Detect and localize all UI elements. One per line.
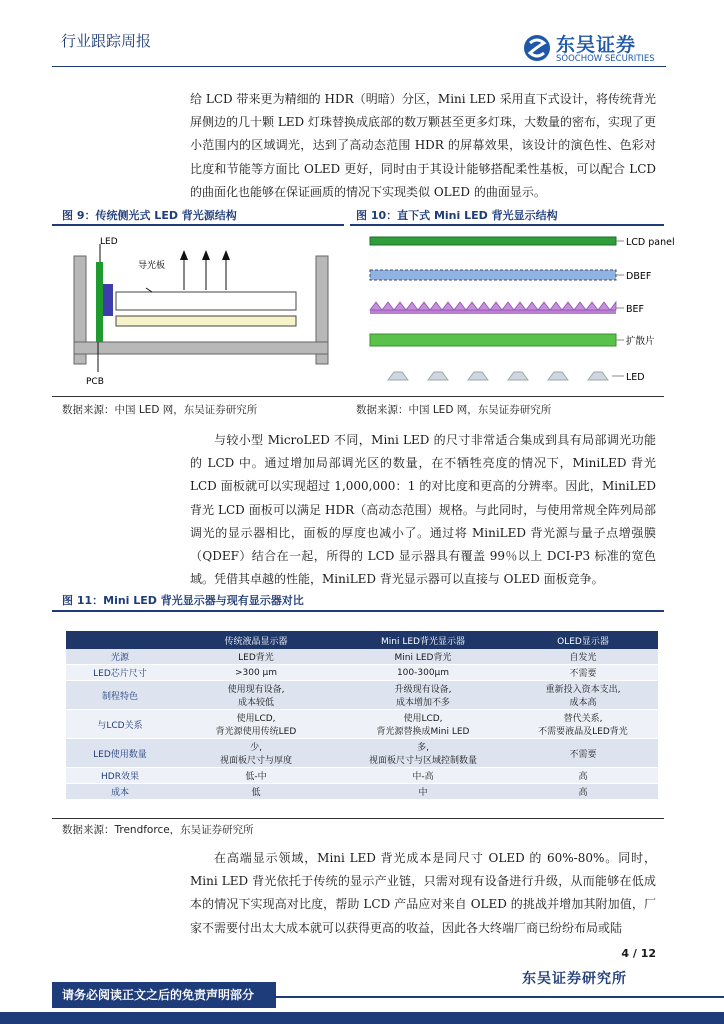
figure-10-caption: 图 10：直下式 Mini LED 背光显示结构 bbox=[356, 209, 558, 222]
logo-text-cn: 东吴证券 bbox=[556, 34, 637, 56]
table-cell: 高 bbox=[508, 784, 658, 800]
table-cell: 重新投入资本支出, 成本高 bbox=[508, 681, 658, 710]
layer-lcd-panel bbox=[370, 237, 616, 245]
table-cell: 使用LCD, 背光源使用传统LED bbox=[174, 710, 338, 739]
layer-label-3: 扩散片 bbox=[626, 336, 655, 347]
layer-label-0: LCD panel bbox=[626, 237, 675, 248]
figure-10-rule bbox=[350, 224, 664, 226]
report-type-title: 行业跟踪周报 bbox=[61, 32, 152, 50]
table-cell: 制程特色 bbox=[66, 681, 174, 710]
table-row bbox=[66, 784, 658, 800]
table-cell: 中-高 bbox=[338, 768, 508, 784]
table-cell: Mini LED背光 bbox=[338, 649, 508, 665]
table-cell: 不需要 bbox=[508, 665, 658, 681]
figure-10-source: 数据来源：中国 LED 网，东吴证券研究所 bbox=[356, 404, 552, 416]
figure-11-rule bbox=[52, 610, 664, 612]
table-cell: 中 bbox=[338, 784, 508, 800]
table-cell: HDR效果 bbox=[66, 768, 174, 784]
body-paragraph-2 bbox=[190, 429, 656, 591]
table-cell: 使用LCD, 背光源替换成Mini LED bbox=[338, 710, 508, 739]
table-row bbox=[66, 665, 658, 681]
label-light-guide: 导光板 bbox=[138, 261, 166, 271]
table-header-cell: 传统液晶显示器 bbox=[174, 631, 338, 649]
footer-disclaimer: 请务必阅读正文之后的免责声明部分 bbox=[62, 988, 255, 1002]
header-divider bbox=[52, 66, 666, 67]
figure-9-rule bbox=[52, 224, 344, 226]
table-cell: 低 bbox=[174, 784, 338, 800]
table-cell: 高 bbox=[508, 768, 658, 784]
table-cell: LED背光 bbox=[174, 649, 338, 665]
table-row bbox=[66, 710, 658, 739]
label-pcb: PCB bbox=[86, 377, 104, 387]
table-cell: 100-300μm bbox=[338, 665, 508, 681]
layer-label-4: LED bbox=[626, 372, 645, 383]
figure-9-10-bottom-rule bbox=[52, 396, 664, 397]
table-cell: LED使用数量 bbox=[66, 739, 174, 768]
table-cell: 替代关系, 不需要液晶及LED背光 bbox=[508, 710, 658, 739]
table-cell: 使用现有设备, 成本较低 bbox=[174, 681, 338, 710]
figure-9-source: 数据来源：中国 LED 网，东吴证券研究所 bbox=[62, 404, 258, 416]
footer-org-name: 东吴证券研究所 bbox=[522, 971, 627, 987]
table-cell: 自发光 bbox=[508, 649, 658, 665]
paragraph-2-text: 与较小型 MicroLED 不同，Mini LED 的尺寸非常适合集成到具有局部调光功能的 LCD 中。通过增加局部调光区的数量，在不牺牲亮度的情况下，MiniLED 背光 LCD 面板就可以实现超过 1,000,000：1 的对比度和更高的分辨率。因此，MiniLED 背光 LCD 面板可以满足 HDR（高动态范围）规格。与此同时，与使用常规全阵列局部调光的显示器相比，面板的厚度也减小了。通过将 MiniLED 背光源与量子点增强膜（QDEF）结合在一起，所得的 LCD 显示器具有覆盖 99％以上 DCI-P3 标准的宽色域。凭借其卓越的性能，MiniLED 背光显示器可以直接与 OLED 面板竞争。 bbox=[190, 433, 656, 587]
figure-11-bottom-rule bbox=[52, 818, 664, 819]
table-cell: LED芯片尺寸 bbox=[66, 665, 174, 681]
figure-9-caption: 图 9：传统侧光式 LED 背光源结构 bbox=[62, 209, 237, 222]
edge-lit-backlight-diagram bbox=[56, 232, 346, 392]
table-row bbox=[66, 649, 658, 665]
label-led: LED bbox=[100, 237, 118, 247]
body-paragraph-3 bbox=[190, 847, 656, 940]
paragraph-3-text: 在高端显示领域，Mini LED 背光成本是同尺寸 OLED 的 60%-80%。同时，Mini LED 背光依托于传统的显示产业链，只需对现有设备进行升级，从而能够在低成本的情况下实现高对比度，帮助 LCD 产品应对来自 OLED 的挑战并增加其附加值，厂家不需要付出太大成本就可以获得更高的收益，因此各大终端厂商已纷纷布局或陆 bbox=[190, 851, 656, 935]
figure-11-source: 数据来源：Trendforce，东吴证券研究所 bbox=[62, 824, 254, 836]
table-cell: 低-中 bbox=[174, 768, 338, 784]
logo-text-en: SOOCHOW SECURITIES bbox=[556, 54, 655, 64]
table-cell: 升级现有设备, 成本增加不多 bbox=[338, 681, 508, 710]
table-cell: 少, 视面板尺寸与厚度 bbox=[174, 739, 338, 768]
table-cell: 与LCD关系 bbox=[66, 710, 174, 739]
table-header-cell: Mini LED背光显示器 bbox=[338, 631, 508, 649]
footer-bottom-band bbox=[0, 1012, 724, 1024]
body-paragraph-1 bbox=[190, 88, 656, 204]
figure-11-caption: 图 11：Mini LED 背光显示器与现有显示器对比 bbox=[62, 594, 304, 607]
table-header-row bbox=[66, 631, 658, 649]
table-cell: 不需要 bbox=[508, 739, 658, 768]
layer-diffuser bbox=[370, 334, 616, 346]
table-cell: 多, 视面板尺寸与区域控制数量 bbox=[338, 739, 508, 768]
table-header-cell: OLED显示器 bbox=[508, 631, 658, 649]
page-number: 4 / 12 bbox=[621, 947, 656, 960]
table-row bbox=[66, 739, 658, 768]
layer-label-2: BEF bbox=[626, 304, 644, 315]
table-row bbox=[66, 768, 658, 784]
layer-label-1: DBEF bbox=[626, 271, 652, 282]
soochow-logo-icon bbox=[522, 33, 552, 63]
layer-dbef bbox=[370, 270, 616, 280]
layer-bef bbox=[370, 302, 616, 314]
layer-led-array bbox=[388, 372, 608, 380]
table-cell: 成本 bbox=[66, 784, 174, 800]
comparison-table bbox=[66, 631, 658, 800]
table-cell: 光源 bbox=[66, 649, 174, 665]
direct-lit-miniled-diagram bbox=[356, 232, 676, 392]
table-header-cell bbox=[66, 631, 174, 649]
paragraph-1-text: 给 LCD 带来更为精细的 HDR（明暗）分区，Mini LED 采用直下式设计，将传统背光屏侧边的几十颗 LED 灯珠替换成底部的数万颗甚至更多灯珠，大数量的密布，实现了更小范围内的区域调光，达到了高动态范围 HDR 的屏幕效果，该设计的演色性、色彩对比度和节能等方面比 OLED 更好，同时由于其设计能够搭配柔性基板，可以配合 LCD 的曲面化也能够在保证画质的情况下实现类似 OLED 的曲面显示。 bbox=[190, 92, 656, 199]
table-cell: >300 μm bbox=[174, 665, 338, 681]
table-row bbox=[66, 681, 658, 710]
